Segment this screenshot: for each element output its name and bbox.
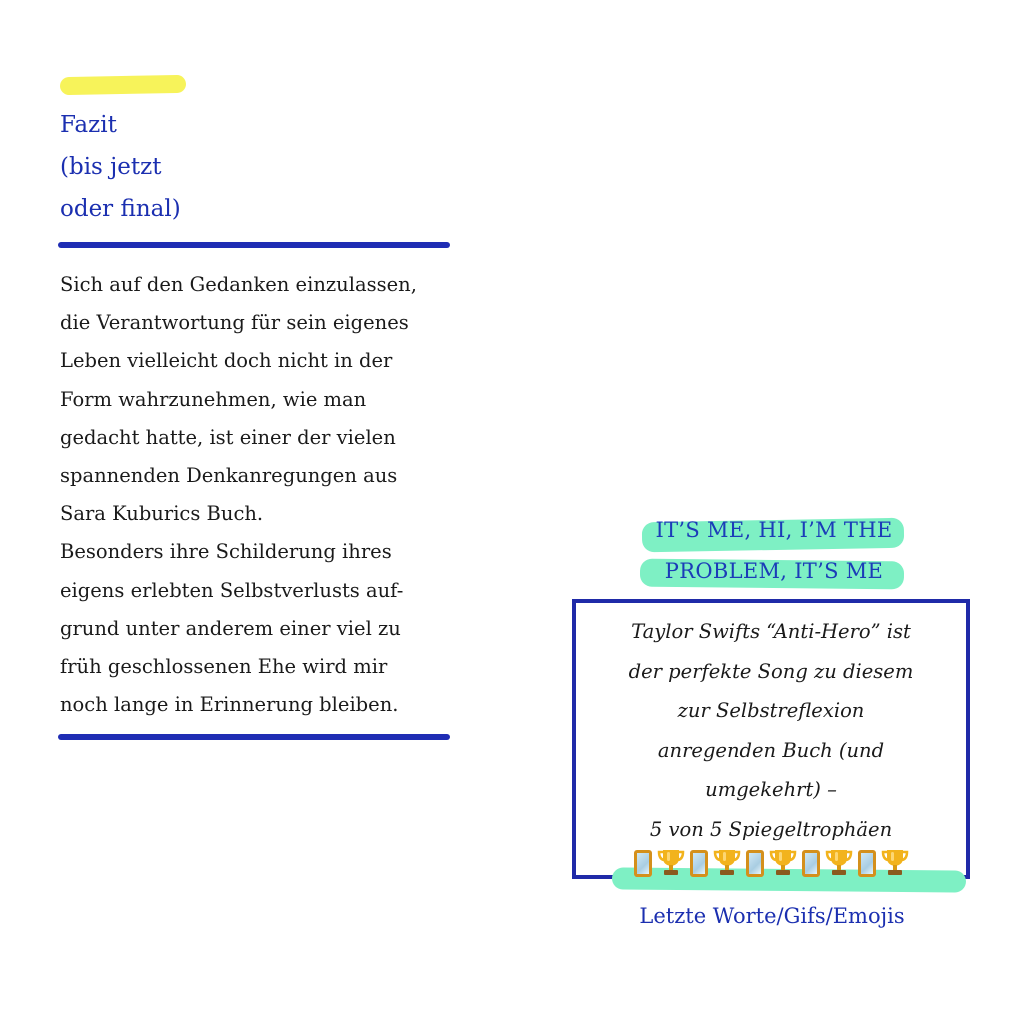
recommendation-line: Taylor Swifts “Anti-Hero” ist [631,620,911,643]
mirror-icon [802,850,820,877]
review-line: noch lange in Erinnerung bleiben. [60,693,399,717]
rating-icons [576,843,966,877]
heading-line: oder final) [60,196,181,222]
review-text [60,266,480,724]
review-line: Besonders ihre Schilderung ihres [60,540,392,564]
review-line: eigens erlebten Selbstverlusts auf- [60,578,404,602]
trophy-icon [656,847,686,877]
divider-bottom [58,734,450,740]
mirror-icon [746,850,764,877]
heading-line: (bis jetzt [60,154,162,180]
review-line: gedacht hatte, ist einer der vielen [60,425,396,449]
recommendation-line: zur Selbstreflexion [677,699,865,722]
song-quote-line: PROBLEM, IT’S ME [664,559,884,583]
trophy-icon [824,847,854,877]
trophy-icon [768,847,798,877]
recommendation-line: umgekehrt) – [705,778,837,801]
recommendation-line: der perfekte Song zu diesem [628,659,914,683]
heading-line: Fazit [60,112,117,138]
review-line: die Verantwortung für sein eigenes [60,311,409,335]
review-line: Sara Kuburics Buch. [60,502,264,526]
review-line: Form wahrzunehmen, wie man [60,387,367,411]
section-heading [60,104,181,230]
review-line: grund unter anderem einer viel zu [60,616,401,640]
footer-label: Letzte Worte/Gifs/Emojis [639,904,905,928]
trophy-icon [712,847,742,877]
yellow-highlight-mark [60,75,186,95]
mirror-icon [858,850,876,877]
review-line: Sich auf den Gedanken einzulassen, [60,273,417,296]
mirror-icon [634,850,652,877]
recommendation-text [576,612,966,849]
recommendation-line: anregenden Buch (und [657,738,885,762]
mirror-icon [690,850,708,877]
trophy-icon [880,847,910,877]
review-line: früh geschlossenen Ehe wird mir [60,655,388,679]
review-line: spannenden Denkanregungen aus [60,464,398,488]
song-quote-line: IT’S ME, HI, I’M THE [655,518,893,542]
review-line: Leben vielleicht doch nicht in der [60,349,393,373]
recommendation-line: 5 von 5 Spiegeltrophäen [649,817,893,841]
divider-top [58,242,450,248]
